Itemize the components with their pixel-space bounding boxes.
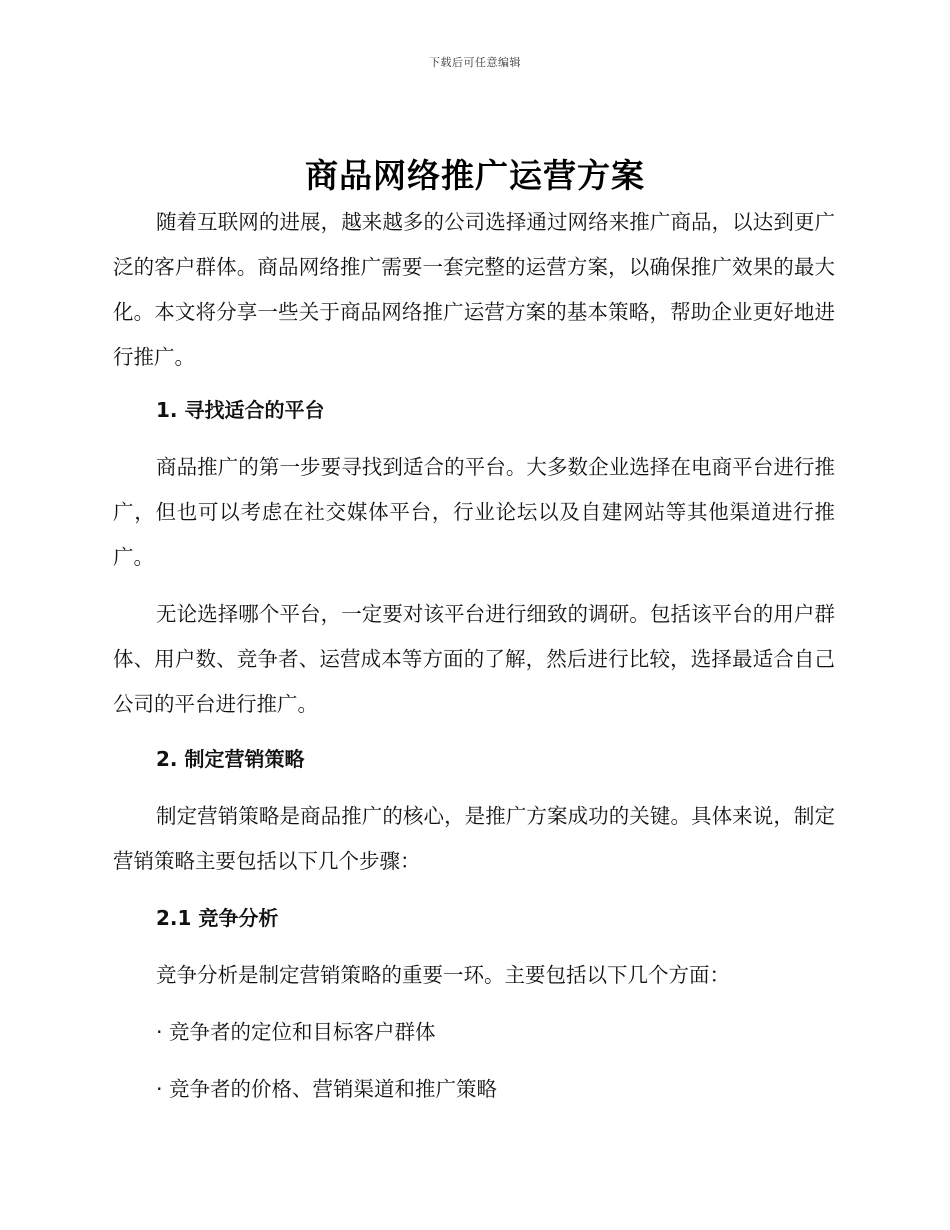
section-2-1-heading: 2.1 竞争分析 — [156, 906, 279, 930]
section-1-heading: 1. 寻找适合的平台 — [156, 398, 325, 422]
section-2-heading: 2. 制定营销策略 — [156, 747, 305, 771]
section-2-paragraph-1: 制定营销策略是商品推广的核心，是推广方案成功的关键。具体来说，制定营销策略主要包括以下几个步骤： — [113, 804, 835, 873]
section-2-1-paragraph-1: 竞争分析是制定营销策略的重要一环。主要包括以下几个方面： — [156, 963, 730, 987]
bullet-item: · 竞争者的价格、营销渠道和推广策略 — [156, 1077, 498, 1101]
document-title: 商品网络推广运营方案 — [305, 156, 645, 195]
bullet-item: · 竞争者的定位和目标客户群体 — [156, 1020, 436, 1044]
intro-paragraph: 随着互联网的进展，越来越多的公司选择通过网络来推广商品，以达到更广泛的客户群体。商品网络推广需要一套完整的运营方案，以确保推广效果的最大化。本文将分享一些关于商品网络推广运营方案的基本策略，帮助企业更好地进行推广。 — [113, 210, 835, 369]
header-note: 下载后可任意编辑 — [429, 56, 521, 69]
section-1-paragraph-1: 商品推广的第一步要寻找到适合的平台。大多数企业选择在电商平台进行推广，但也可以考虑在社交媒体平台，行业论坛以及自建网站等其他渠道进行推广。 — [113, 455, 835, 569]
section-1-paragraph-2: 无论选择哪个平台，一定要对该平台进行细致的调研。包括该平台的用户群体、用户数、竞争者、运营成本等方面的了解，然后进行比较，选择最适合自己公司的平台进行推广。 — [113, 602, 835, 716]
document-body — [113, 200, 835, 1112]
